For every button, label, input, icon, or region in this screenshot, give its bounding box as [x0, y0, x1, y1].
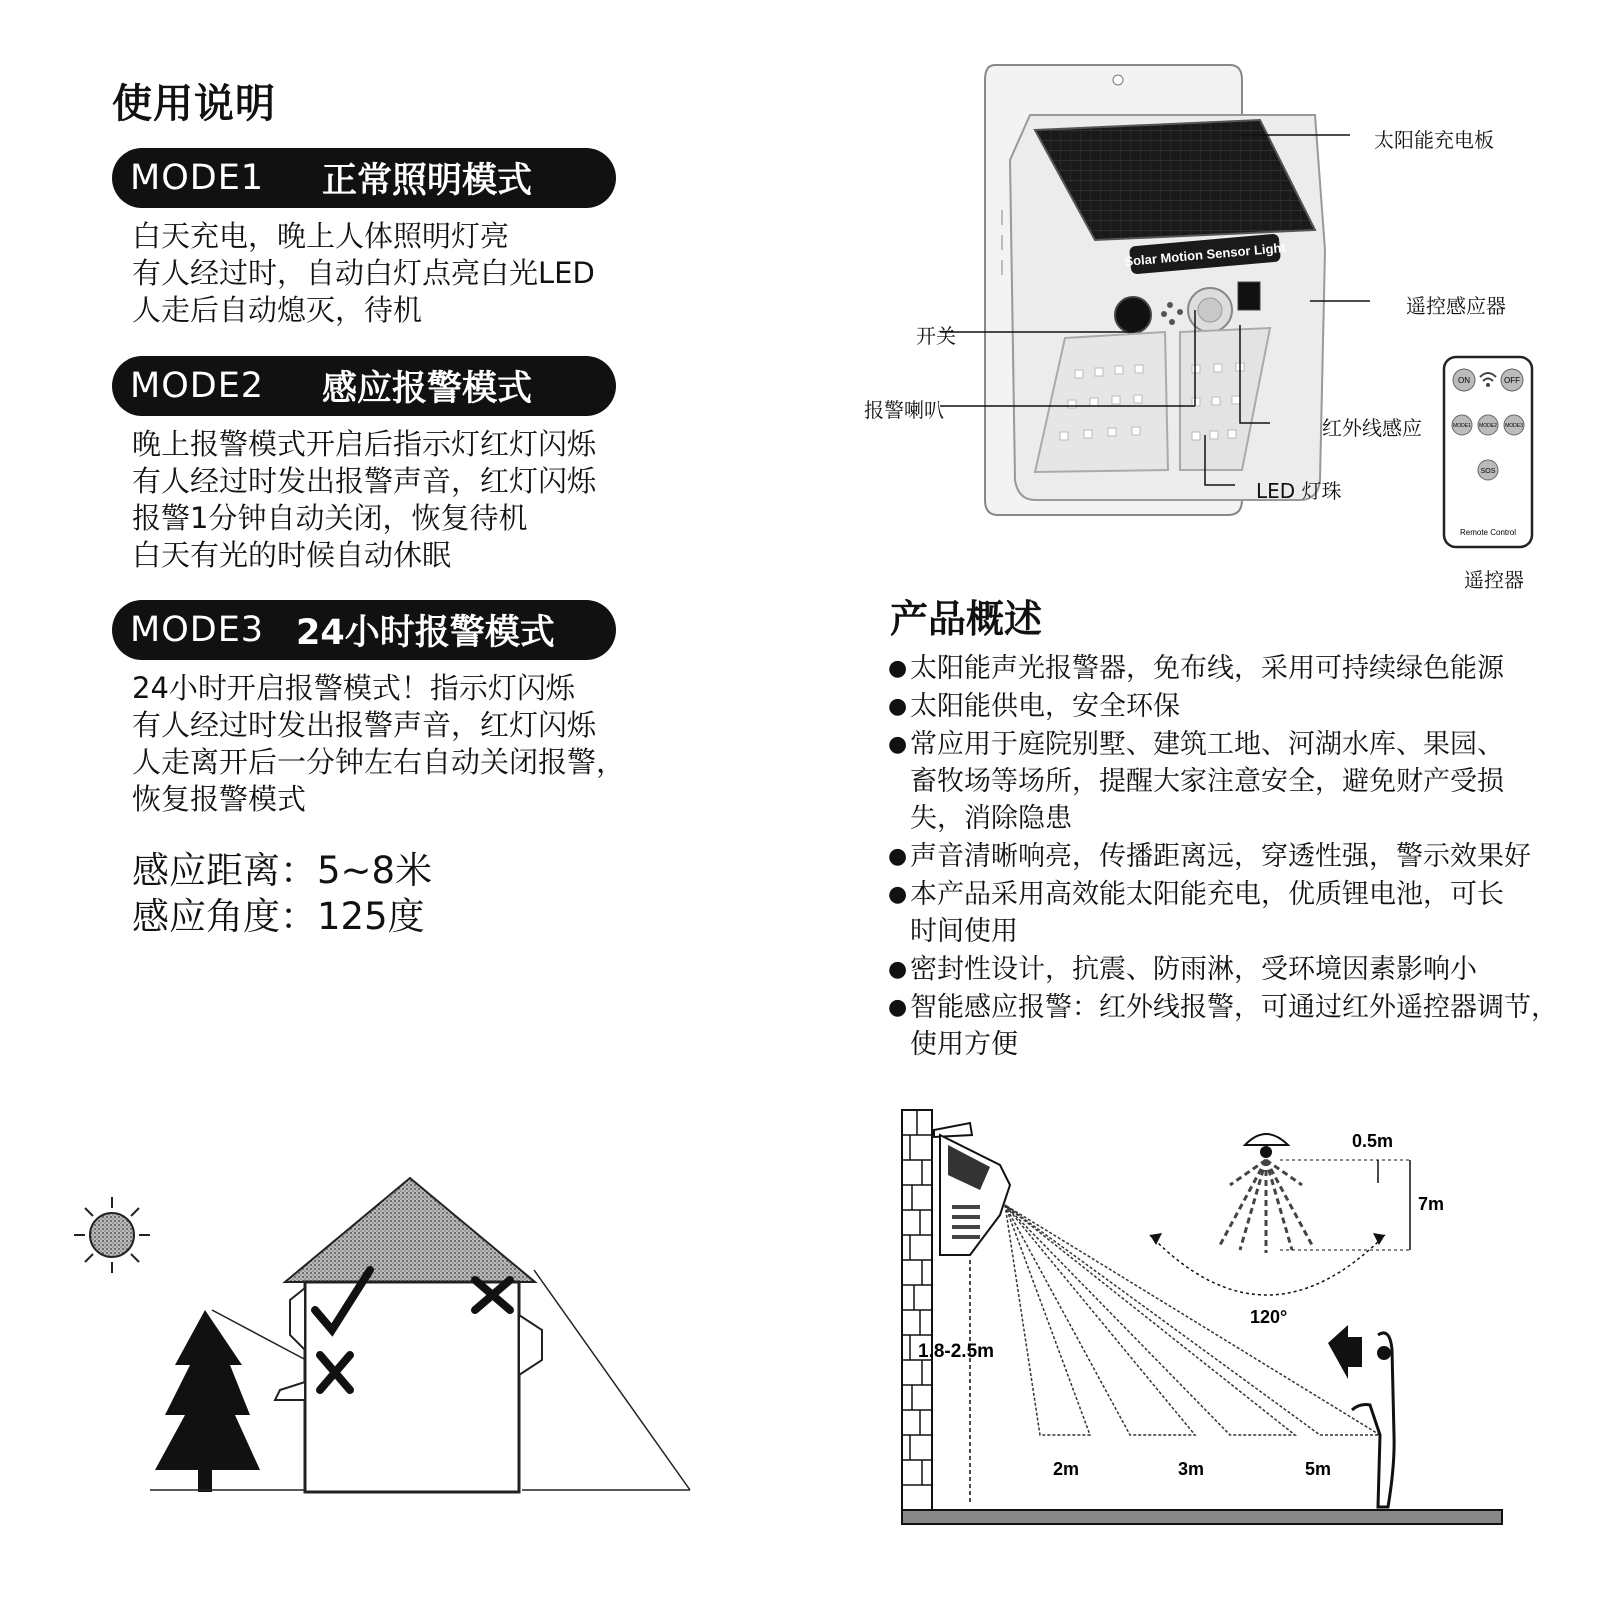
mode1-line: 有人经过时，自动白灯点亮白光LED	[132, 256, 595, 290]
remote-mode2-button: MODE2	[1479, 423, 1497, 429]
sun-icon	[74, 1197, 150, 1273]
mode2-header	[112, 356, 616, 416]
distance-label: 5m	[1305, 1459, 1332, 1479]
house-illustration	[70, 1160, 730, 1540]
offset-label: 0.5m	[1352, 1131, 1394, 1151]
list-item: ● 太阳能供电，安全环保	[888, 691, 1180, 722]
mode2-code: MODE2	[130, 366, 265, 406]
angle-label: 120°	[1250, 1307, 1288, 1327]
spec-block	[132, 848, 432, 940]
spec-distance: 感应距离：5~8米	[132, 849, 433, 892]
mode1-name: 正常照明模式	[322, 161, 533, 201]
mode3-line: 恢复报警模式	[132, 782, 307, 816]
mode2-line: 报警1分钟自动关闭，恢复待机	[132, 501, 528, 535]
mode1-line: 白天充电，晚上人体照明灯亮	[132, 219, 510, 253]
callout-switch: 开关	[916, 324, 956, 348]
mode3-line: 有人经过时发出报警声音，红灯闪烁	[132, 708, 597, 742]
remote-off-button: OFF	[1504, 376, 1520, 385]
distance-label: 2m	[1053, 1459, 1080, 1479]
mode3-description	[132, 670, 625, 818]
list-item: ● 本产品采用高效能太阳能充电，优质锂电池，可长 时间使用	[888, 879, 1504, 947]
feature-list	[888, 650, 1578, 1064]
mode3-line: 24小时开启报警模式！指示灯闪烁	[132, 671, 575, 705]
list-item: ● 密封性设计，抗震、防雨淋，受环境因素影响小	[888, 954, 1477, 985]
mode2-description	[132, 426, 596, 574]
remote-sos-button: SOS	[1480, 468, 1496, 475]
remote-control	[1442, 355, 1536, 555]
mode2-line: 有人经过时发出报警声音，红灯闪烁	[132, 464, 597, 498]
mode1-line: 人走后自动熄灭，待机	[132, 293, 423, 327]
list-item: ● 常应用于庭院别墅、建筑工地、河湖水库、果园、 畜牧场等场所，提醒大家注意安全，避免财产受损 失，消除隐患	[888, 729, 1504, 834]
list-item: ● 智能感应报警：红外线报警，可通过红外遥控器调节， 使用方便	[888, 992, 1558, 1060]
arrow-icon	[1328, 1325, 1362, 1379]
detection-range-diagram	[900, 1105, 1510, 1535]
mode1-header	[112, 148, 616, 208]
mode3-header	[112, 600, 616, 660]
callout-remote-sensor: 遥控感应器	[1406, 294, 1506, 318]
tree-icon	[155, 1310, 260, 1492]
list-item: ● 太阳能声光报警器，免布线，采用可持续绿色能源	[888, 653, 1504, 684]
callout-led-beads: LED 灯珠	[1256, 479, 1342, 503]
list-item: ● 声音清晰响亮，传播距离远，穿透性强，警示效果好	[888, 841, 1531, 872]
overview-title: 产品概述	[890, 597, 1043, 641]
remote-mode3-button: MODE3	[1505, 423, 1523, 429]
mode3-line: 人走离开后一分钟左右自动关闭报警，	[132, 745, 626, 779]
mode2-line: 白天有光的时候自动休眠	[132, 538, 452, 572]
remote-label: Remote Control	[1459, 528, 1517, 537]
mode2-name: 感应报警模式	[322, 369, 533, 409]
distance-label: 3m	[1178, 1459, 1205, 1479]
mode2-line: 晚上报警模式开启后指示灯红灯闪烁	[132, 427, 597, 461]
mode1-code: MODE1	[130, 158, 265, 198]
callout-infrared-sensor: 红外线感应	[1322, 416, 1422, 440]
device-label: Solar Motion Sensor Light	[1123, 239, 1287, 270]
mode1-description	[132, 218, 595, 329]
callout-remote: 遥控器	[1464, 568, 1524, 592]
callout-solar-panel: 太阳能充电板	[1374, 128, 1494, 152]
remote-on-button: ON	[1458, 376, 1470, 385]
page-title: 使用说明	[112, 81, 276, 127]
remote-mode1-button: MODE1	[1453, 423, 1471, 429]
callout-alarm-speaker: 报警喇叭	[864, 398, 944, 422]
range-label: 7m	[1418, 1194, 1445, 1214]
mode3-code: MODE3	[130, 610, 265, 650]
spec-angle: 感应角度：125度	[132, 895, 425, 938]
mount-height-label: 1.8-2.5m	[918, 1341, 995, 1362]
mode3-name: 24小时报警模式	[296, 613, 555, 653]
